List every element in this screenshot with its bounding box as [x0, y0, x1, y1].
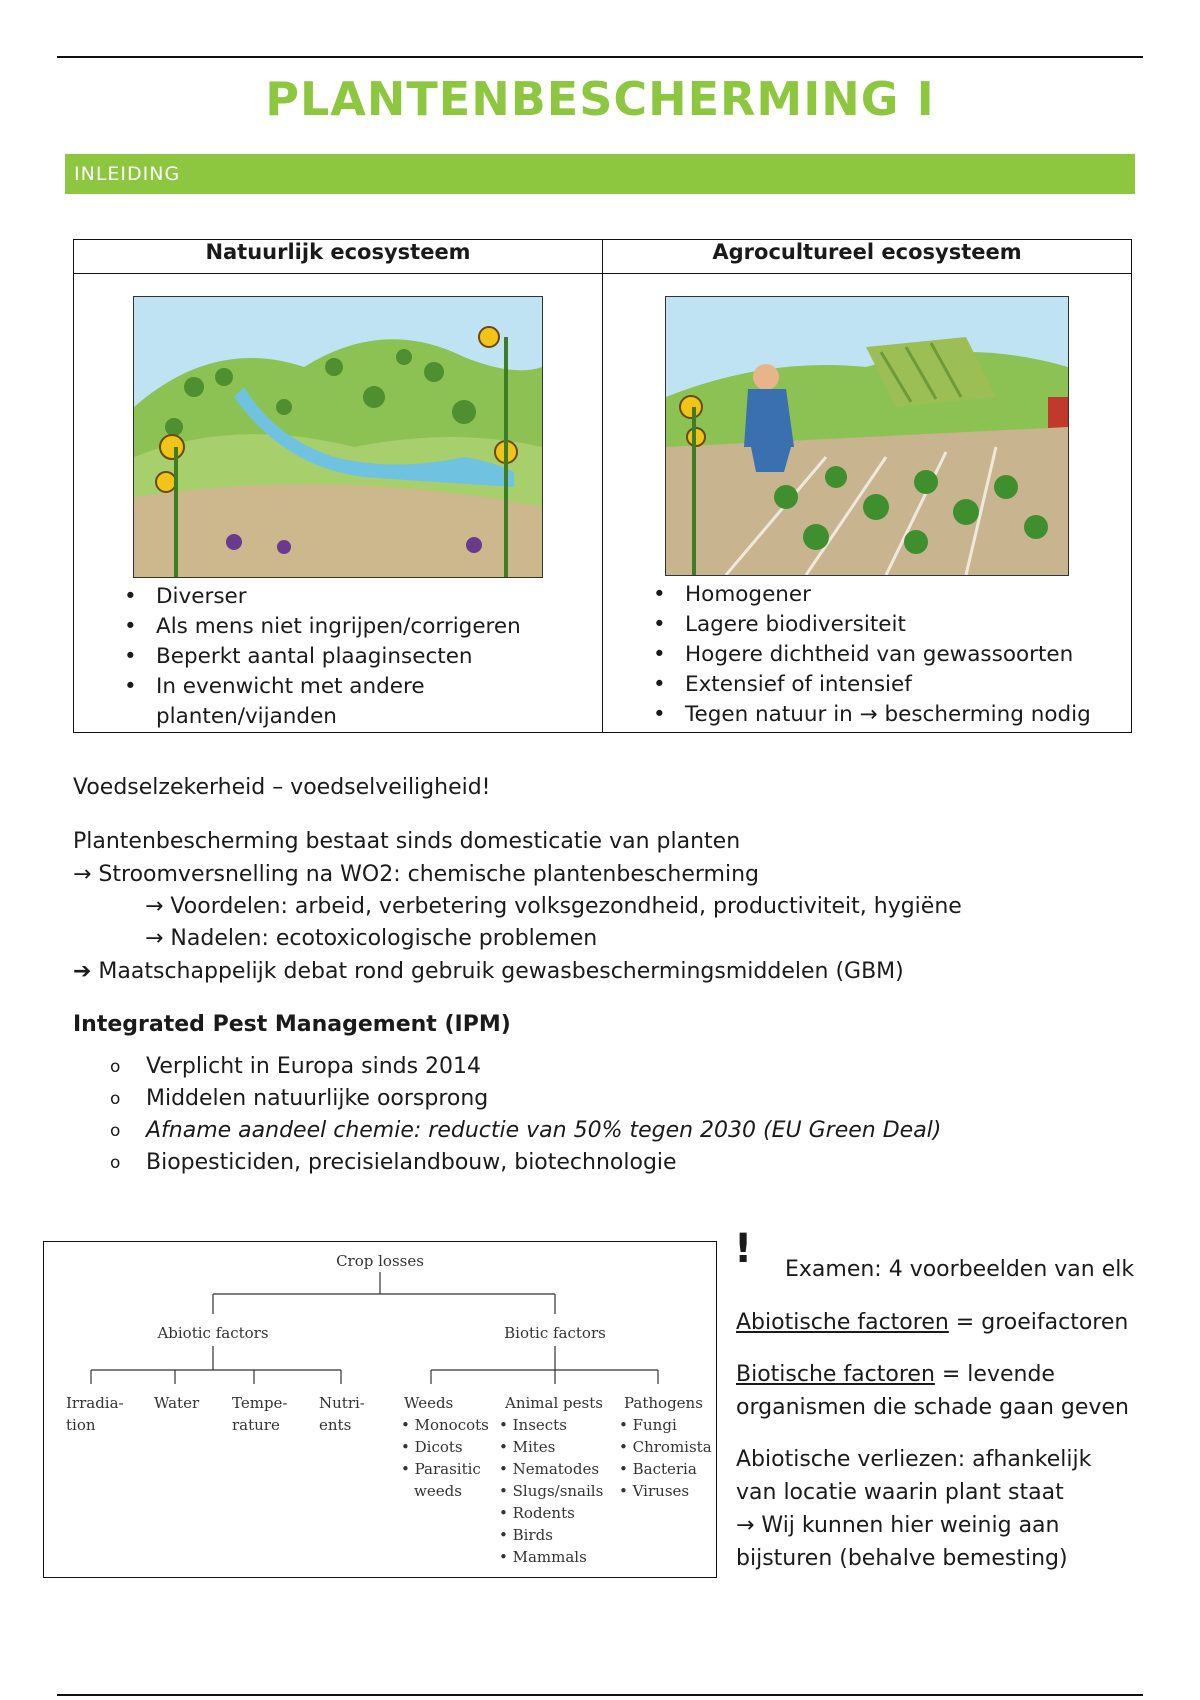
agricultural-ecosystem-illustration [665, 296, 1069, 576]
list-item: • Dicots [401, 1438, 463, 1456]
temperature-label: Tempe- [232, 1394, 288, 1412]
food-security-line: Voedselzekerheid – voedselveiligheid! [73, 775, 491, 800]
agricultural-ecosystem-cell [603, 274, 1132, 733]
list-item: • Bacteria [619, 1460, 697, 1478]
history-line-2: → Stroomversnelling na WO2: chemische plantenbescherming [73, 862, 759, 887]
list-item: • Homogener [685, 580, 1131, 610]
irradiation-label: Irradia- [66, 1394, 124, 1412]
page-title: PLANTENBESCHERMING I [265, 72, 935, 126]
exclamation-icon: ! [734, 1226, 753, 1272]
agricultural-ecosystem-header: Agrocultureel ecosysteem [603, 240, 1132, 274]
natural-ecosystem-illustration [133, 296, 543, 578]
list-item: • Extensief of intensief [685, 670, 1131, 700]
nutrients-label: ents [319, 1416, 352, 1434]
list-item: • Insects [499, 1416, 567, 1434]
list-item: • Parasitic [401, 1460, 481, 1478]
nutrients-label: Nutri- [319, 1394, 365, 1412]
weeds-label: Weeds [404, 1394, 454, 1412]
water-label: Water [154, 1394, 200, 1412]
irradiation-label: tion [66, 1416, 96, 1434]
natural-ecosystem-cell [74, 274, 603, 733]
animal-pests-label: Animal pests [505, 1394, 603, 1412]
circle-bullet-icon: o [110, 1153, 121, 1173]
bottom-rule [57, 1694, 1143, 1696]
list-item: • Rodents [499, 1504, 575, 1522]
circle-bullet-icon: o [110, 1121, 121, 1141]
circle-bullet-icon: o [110, 1089, 121, 1109]
exam-note: Examen: 4 voorbeelden van elk [785, 1257, 1135, 1282]
list-item: • Mites [499, 1438, 556, 1456]
crop-losses-diagram [43, 1241, 717, 1578]
list-item: • Mammals [499, 1548, 587, 1566]
biotic-factors-label: Biotic factors [504, 1324, 606, 1342]
ipm-heading: Integrated Pest Management (IPM) [73, 1012, 511, 1037]
list-item: • In evenwicht met andere planten/vijanden [156, 672, 456, 732]
history-line-5: ➔ Maatschappelijk debat rond gebruik gewasbeschermingsmiddelen (GBM) [73, 959, 904, 984]
ecosystem-comparison-table [73, 239, 1132, 733]
top-rule [57, 56, 1143, 58]
natural-ecosystem-header: Natuurlijk ecosysteem [74, 240, 603, 274]
abiotic-definition: Abiotische factoren = groeifactoren [736, 1310, 1129, 1335]
natural-ecosystem-bullets [74, 582, 602, 732]
list-item: • Hogere dichtheid van gewassoorten [685, 640, 1131, 670]
abiotic-losses-note: Abiotische verliezen: afhankelijk van locatie waarin plant staat → Wij kunnen hier weinig aan bijsturen (behalve bemesting) [736, 1447, 1092, 1571]
list-item: • Birds [499, 1526, 553, 1544]
history-advantages: → Voordelen: arbeid, verbetering volksgezondheid, productiviteit, hygiëne [145, 894, 962, 919]
list-item: • Chromista [619, 1438, 712, 1456]
pathogens-label: Pathogens [624, 1394, 703, 1412]
list-item: • Beperkt aantal plaaginsecten [156, 642, 602, 672]
list-item: weeds [414, 1482, 462, 1500]
list-item: • Nematodes [499, 1460, 600, 1478]
history-line-1: Plantenbescherming bestaat sinds domesticatie van planten [73, 829, 741, 854]
temperature-label: rature [232, 1416, 280, 1434]
section-banner [65, 154, 1135, 194]
list-item: • Fungi [619, 1416, 677, 1434]
list-item: • Als mens niet ingrijpen/corrigeren [156, 612, 602, 642]
list-item: • Lagere biodiversiteit [685, 610, 1131, 640]
list-item: • Viruses [619, 1482, 690, 1500]
list-item: • Tegen natuur in → bescherming nodig [685, 700, 1131, 730]
list-item: • Slugs/snails [499, 1482, 604, 1500]
list-item: • Diverser [156, 582, 602, 612]
abiotic-factors-label: Abiotic factors [157, 1324, 269, 1342]
circle-bullet-icon: o [110, 1057, 121, 1077]
agricultural-ecosystem-bullets [603, 580, 1131, 730]
history-disadvantages: → Nadelen: ecotoxicologische problemen [145, 926, 598, 951]
diagram-root-label: Crop losses [336, 1252, 424, 1270]
list-item: • Monocots [401, 1416, 489, 1434]
biotic-definition: Biotische factoren = levende organismen die schade gaan geven [736, 1362, 1129, 1420]
section-banner-label: INLEIDING [74, 163, 181, 185]
